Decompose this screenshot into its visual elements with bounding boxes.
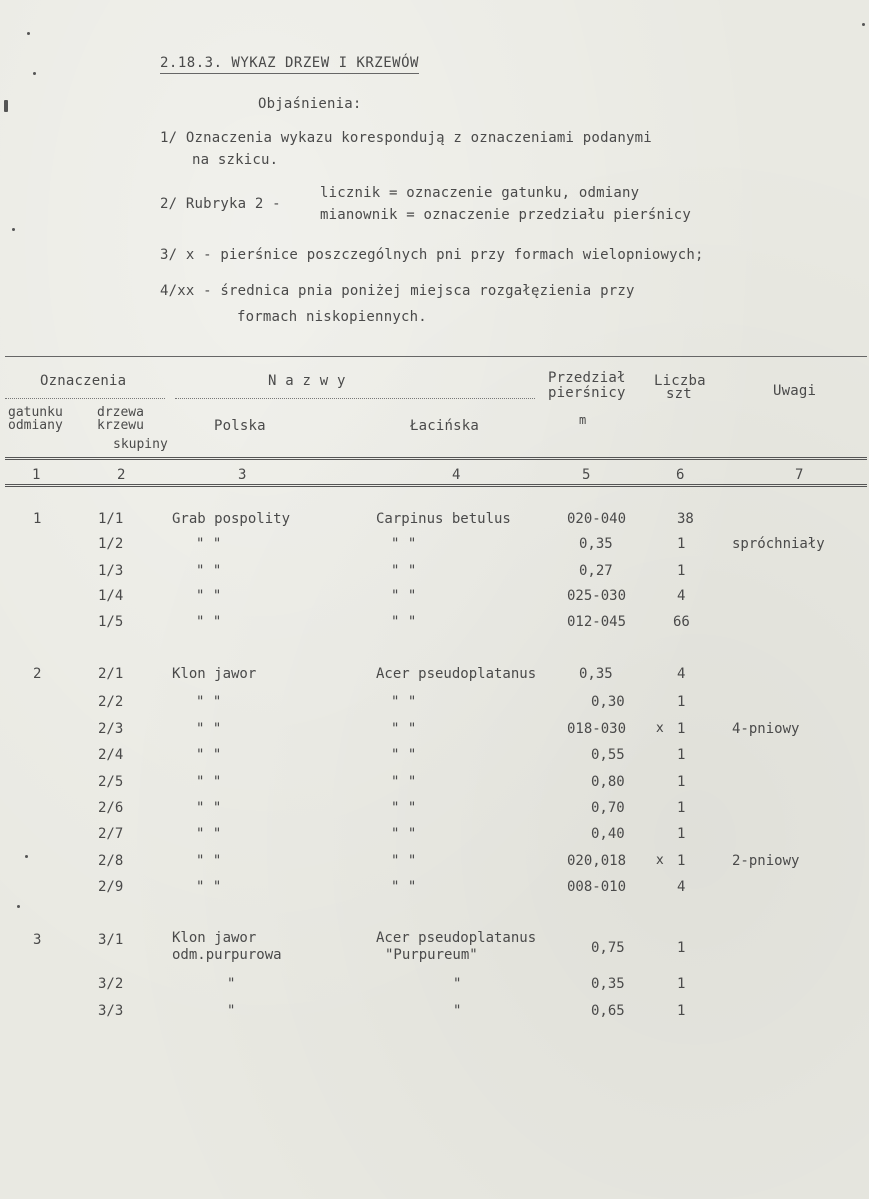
- row-uwagi: 2-pniowy: [732, 853, 800, 869]
- explanation-1-line-1: 1/ Oznaczenia wykazu korespondują z oznaczeniami podanymi: [160, 130, 652, 146]
- row-liczba: 4: [677, 588, 686, 604]
- row-przedzial: 012-045: [567, 614, 627, 630]
- group-2-gatunek: 2: [33, 666, 42, 682]
- row-nazwa-lacinska: " ": [391, 614, 417, 630]
- row-nazwa-lacinska: " ": [391, 879, 417, 895]
- row-nazwa-lacinska: " ": [391, 588, 417, 604]
- row-oznaczenie: 2/9: [98, 879, 124, 895]
- row-multistem-mark: x: [656, 721, 664, 736]
- row-nazwa-lacinska: " ": [391, 694, 417, 710]
- row-nazwa-lacinska: " ": [391, 721, 417, 737]
- explanations-heading: Objaśnienia:: [258, 96, 362, 112]
- row-przedzial: 008-010: [567, 879, 627, 895]
- row-nazwa-lacinska: " ": [391, 800, 417, 816]
- group-1-gatunek: 1: [33, 511, 42, 527]
- row-nazwa-lacinska: ": [453, 976, 462, 992]
- row-nazwa-polska: " ": [196, 853, 222, 869]
- row-nazwa-lacinska: Acer pseudoplatanus: [376, 666, 537, 682]
- row-multistem-mark: x: [656, 853, 664, 868]
- column-number-2: 2: [117, 467, 126, 483]
- header-oznaczenia: Oznaczenia: [40, 373, 127, 389]
- row-przedzial: 0,80: [591, 774, 625, 790]
- explanation-4-line-2: formach niskopiennych.: [237, 309, 427, 325]
- row-oznaczenie: 2/7: [98, 826, 124, 842]
- row-oznaczenie: 2/3: [98, 721, 124, 737]
- row-oznaczenie: 1/3: [98, 563, 124, 579]
- row-nazwa-lacinska: " ": [391, 826, 417, 842]
- row-uwagi: 4-pniowy: [732, 721, 800, 737]
- header-oznaczenia-rule: [5, 398, 165, 399]
- row-nazwa-polska: " ": [196, 721, 222, 737]
- row-nazwa-polska: " ": [196, 694, 222, 710]
- row-nazwa-lacinska: " ": [391, 774, 417, 790]
- header-liczba-line-1: Liczba: [654, 373, 706, 389]
- row-przedzial: 0,35: [579, 536, 613, 552]
- row-uwagi: spróchniały: [732, 536, 825, 552]
- row-liczba: 1: [677, 940, 686, 956]
- header-liczba-line-2: szt: [666, 386, 692, 402]
- header-nazwy-rule: [175, 398, 535, 399]
- row-oznaczenie: 3/3: [98, 1003, 124, 1019]
- row-nazwa-lacinska-line-2: "Purpureum": [385, 947, 478, 963]
- row-liczba: 1: [677, 536, 686, 552]
- row-nazwa-lacinska: " ": [391, 536, 417, 552]
- paper-speck: [17, 905, 20, 908]
- row-nazwa-polska: " ": [196, 588, 222, 604]
- row-nazwa-polska: " ": [196, 614, 222, 630]
- explanation-2-line-2: mianownik = oznaczenie przedziału pierśnicy: [320, 207, 692, 223]
- row-nazwa-polska: " ": [196, 774, 222, 790]
- row-nazwa-polska: " ": [196, 747, 222, 763]
- row-nazwa-polska: " ": [196, 800, 222, 816]
- row-przedzial: 0,65: [591, 1003, 625, 1019]
- row-przedzial: 020,018: [567, 853, 627, 869]
- row-nazwa-lacinska: ": [453, 1003, 462, 1019]
- row-nazwa-polska: ": [227, 976, 236, 992]
- explanation-1-line-2: na szkicu.: [192, 152, 279, 168]
- row-nazwa-polska: Klon jawor: [172, 930, 257, 946]
- row-liczba: 1: [677, 563, 686, 579]
- row-liczba: 4: [677, 666, 686, 682]
- header-column-numbers-top-rule: [5, 457, 867, 460]
- row-liczba: 1: [677, 800, 686, 816]
- row-nazwa-polska: ": [227, 1003, 236, 1019]
- header-lacinska: Łacińska: [410, 418, 480, 434]
- header-drzewa-line-3: skupiny: [113, 437, 168, 452]
- row-liczba: 1: [677, 853, 686, 869]
- row-liczba: 1: [677, 694, 686, 710]
- column-number-4: 4: [452, 467, 461, 483]
- row-liczba: 1: [677, 721, 686, 737]
- header-column-numbers-bottom-rule: [5, 484, 867, 487]
- row-nazwa-polska: Grab pospolity: [172, 511, 291, 527]
- table-top-rule: [5, 356, 867, 357]
- row-nazwa-lacinska: Acer pseudoplatanus: [376, 930, 537, 946]
- row-nazwa-polska-line-2: odm.purpurowa: [172, 947, 282, 963]
- paper-speck: [27, 32, 30, 35]
- row-przedzial: 020-040: [567, 511, 627, 527]
- paper-speck: [4, 100, 8, 112]
- paper-speck: [12, 228, 15, 231]
- row-przedzial: 0,55: [591, 747, 625, 763]
- row-przedzial: 025-030: [567, 588, 627, 604]
- row-liczba: 1: [677, 1003, 686, 1019]
- header-polska: Polska: [214, 418, 266, 434]
- row-nazwa-lacinska: " ": [391, 853, 417, 869]
- row-przedzial: 0,35: [579, 666, 613, 682]
- row-przedzial: 0,35: [591, 976, 625, 992]
- document-title: 2.18.3. WYKAZ DRZEW I KRZEWÓW: [160, 55, 419, 74]
- header-przedzial-unit: m: [579, 413, 587, 427]
- row-oznaczenie: 2/6: [98, 800, 124, 816]
- row-liczba: 1: [677, 774, 686, 790]
- row-nazwa-lacinska: " ": [391, 563, 417, 579]
- row-nazwa-polska: " ": [196, 536, 222, 552]
- paper-speck: [33, 72, 36, 75]
- row-oznaczenie: 2/2: [98, 694, 124, 710]
- header-drzewa-line-2: krzewu: [97, 418, 144, 433]
- row-liczba: 66: [673, 614, 690, 630]
- explanation-4-line-1: 4/xx - średnica pnia poniżej miejsca rozgałęzienia przy: [160, 283, 635, 299]
- row-oznaczenie: 1/4: [98, 588, 124, 604]
- row-nazwa-polska: " ": [196, 879, 222, 895]
- paper-speck: [862, 23, 865, 26]
- explanation-3: 3/ x - pierśnice poszczególnych pni przy formach wielopniowych;: [160, 247, 704, 263]
- explanation-2-line-1: licznik = oznaczenie gatunku, odmiany: [320, 185, 640, 201]
- group-3-gatunek: 3: [33, 932, 42, 948]
- column-number-5: 5: [582, 467, 591, 483]
- row-oznaczenie: 2/8: [98, 853, 124, 869]
- row-oznaczenie: 2/1: [98, 666, 124, 682]
- row-liczba: 1: [677, 826, 686, 842]
- column-number-7: 7: [795, 467, 804, 483]
- row-przedzial: 0,27: [579, 563, 613, 579]
- row-nazwa-polska: " ": [196, 826, 222, 842]
- row-nazwa-polska: " ": [196, 563, 222, 579]
- row-liczba: 38: [677, 511, 694, 527]
- header-gatunku-line-2: odmiany: [8, 418, 63, 433]
- header-przedzial-line-2: pierśnicy: [548, 385, 626, 401]
- row-oznaczenie: 1/2: [98, 536, 124, 552]
- header-gatunku-line-1: gatunku: [8, 405, 63, 420]
- row-przedzial: 0,70: [591, 800, 625, 816]
- row-oznaczenie: 1/1: [98, 511, 124, 527]
- row-nazwa-polska: Klon jawor: [172, 666, 257, 682]
- row-przedzial: 018-030: [567, 721, 627, 737]
- row-przedzial: 0,40: [591, 826, 625, 842]
- row-oznaczenie: 3/1: [98, 932, 124, 948]
- row-oznaczenie: 2/4: [98, 747, 124, 763]
- row-przedzial: 0,30: [591, 694, 625, 710]
- column-number-6: 6: [676, 467, 685, 483]
- row-nazwa-lacinska: " ": [391, 747, 417, 763]
- row-oznaczenie: 3/2: [98, 976, 124, 992]
- row-oznaczenie: 1/5: [98, 614, 124, 630]
- column-number-3: 3: [238, 467, 247, 483]
- row-oznaczenie: 2/5: [98, 774, 124, 790]
- header-nazwy: N a z w y: [268, 373, 346, 389]
- row-przedzial: 0,75: [591, 940, 625, 956]
- column-number-1: 1: [32, 467, 41, 483]
- explanation-2-prefix: 2/ Rubryka 2 -: [160, 196, 281, 212]
- row-liczba: 1: [677, 747, 686, 763]
- header-przedzial-line-1: Przedział: [548, 370, 626, 386]
- header-uwagi: Uwagi: [773, 383, 817, 399]
- header-drzewa-line-1: drzewa: [97, 405, 144, 420]
- row-liczba: 4: [677, 879, 686, 895]
- paper-speck: [25, 855, 28, 858]
- row-liczba: 1: [677, 976, 686, 992]
- row-nazwa-lacinska: Carpinus betulus: [376, 511, 511, 527]
